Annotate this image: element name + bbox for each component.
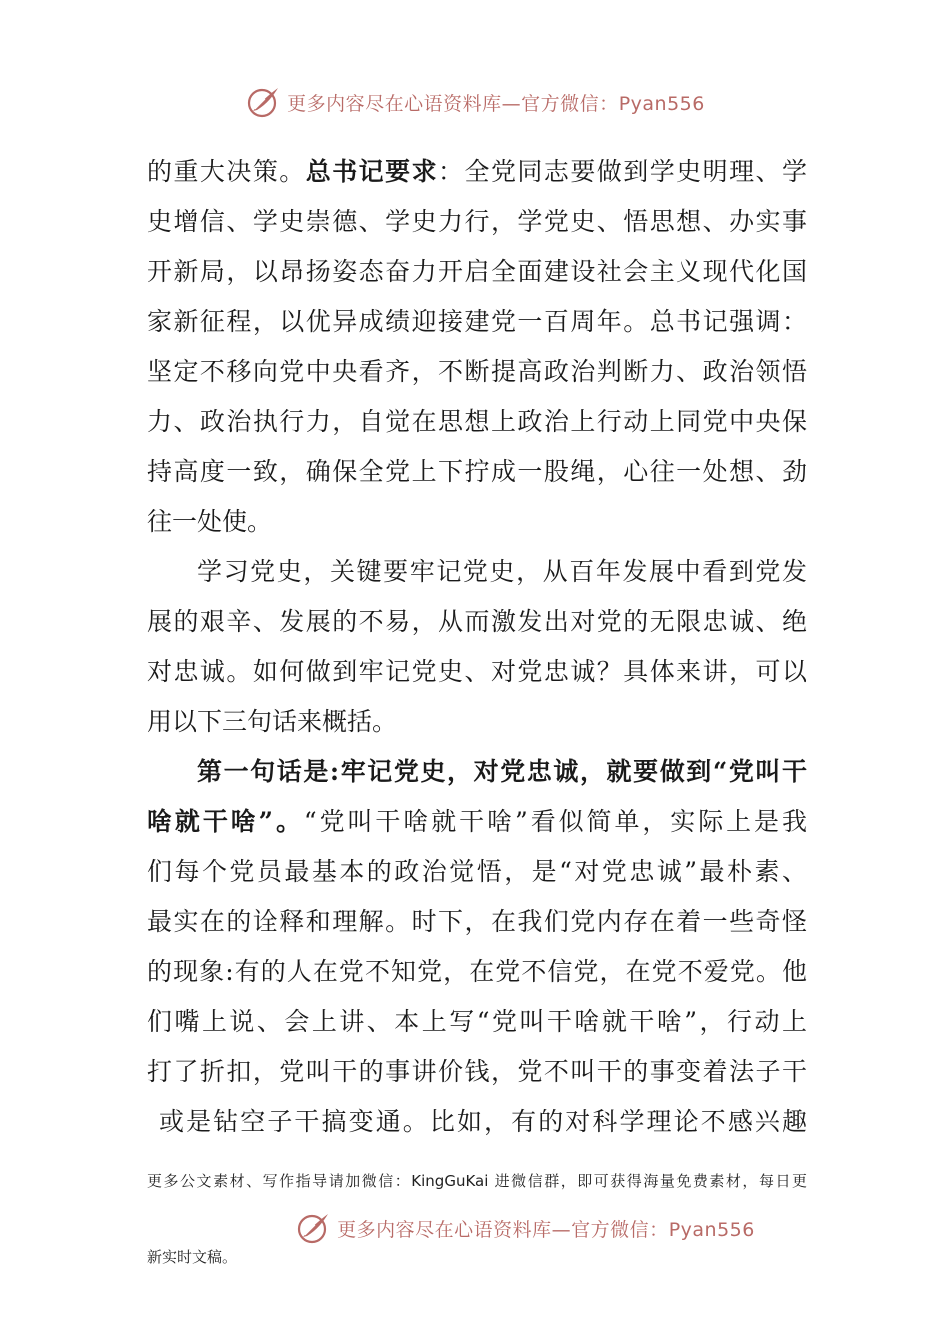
text-line: 们嘴上说、会上讲、本上写“党叫干啥就干啥”，行动上 [147,1007,807,1036]
watermark-wechat-id: Pyan556 [618,92,705,115]
text-line: 学习党史，关键要牢记党史，从百年发展中看到党发 [197,557,807,586]
watermark-text [287,89,705,116]
watermark-banner-top [0,80,950,124]
text-line: 展的艰辛、发展的不易，从而激发出对党的无限忠诚、绝 [147,607,807,636]
text-line: 家新征程，以优异成绩迎接建党一百周年。总书记强调： [147,307,807,336]
text-line: 最实在的诠释和理解。时下，在我们党内存在着一些奇怪 [147,907,807,936]
text-line [147,797,807,847]
watermark-banner-bottom [0,1206,950,1250]
text-line: 们每个党员最基本的政治觉悟，是“对党忠诚”最朴素、 [147,857,807,886]
watermark-official: 官方微信： [521,92,619,115]
text-span: 的重大决策。 [147,157,306,186]
text-line: 开新局，以昂扬姿态奋力开启全面建设社会主义现代化国 [147,257,807,286]
text-line: 或是钻空子干搞变通。比如，有的对科学理论不感兴趣 [159,1107,807,1136]
text-line: 力、政治执行力，自觉在思想上政治上行动上同党中央保 [147,407,807,436]
text-line: 的现象:有的人在党不知党，在党不信党，在党不爱党。他 [147,957,807,986]
text-span: “党叫干啥就干啥”看似简单，实际上是我 [303,807,807,836]
quill-logo-icon [295,1210,331,1246]
footer-note-continued: 新实时文稿。 [147,1248,238,1266]
heading-line: 第一句话是:牢记党史，对党忠诚，就要做到“党叫干 [197,757,807,786]
watermark-official: 官方微信： [571,1218,669,1241]
footer-note: 更多公文素材、写作指导请加微信：KingGuKai 进微信群，即可获得海量免费素材，每日更 [147,1172,807,1190]
text-line: 对忠诚。如何做到牢记党史、对党忠诚？具体来讲，可以 [147,657,807,686]
document-body [147,147,807,1147]
text-span: ：全党同志要做到学史明理、学 [438,157,807,186]
text-line: 坚定不移向党中央看齐，不断提高政治判断力、政治领悟 [147,357,807,386]
text-line [147,147,807,197]
watermark-wechat-id: Pyan556 [668,1218,755,1241]
watermark-dash: — [551,1218,572,1241]
watermark-text [337,1215,755,1242]
text-line: 打了折扣，党叫干的事讲价钱，党不叫干的事变着法子干 [147,1057,807,1086]
watermark-brand: 更多内容尽在心语资料库 [337,1218,552,1241]
text-line: 史增信、学史崇德、学史力行，学党史、悟思想、办实事 [147,207,807,236]
watermark-dash: — [501,92,522,115]
emphasis-text: 总书记要求 [305,157,439,186]
quill-logo-icon [245,84,281,120]
text-line: 持高度一致，确保全党上下拧成一股绳，心往一处想、劲 [147,457,807,486]
watermark-brand: 更多内容尽在心语资料库 [287,92,502,115]
text-line: 往一处使。 [147,507,273,536]
text-line: 用以下三句话来概括。 [147,707,398,736]
emphasis-text: 啥就干啥”。 [147,807,304,836]
